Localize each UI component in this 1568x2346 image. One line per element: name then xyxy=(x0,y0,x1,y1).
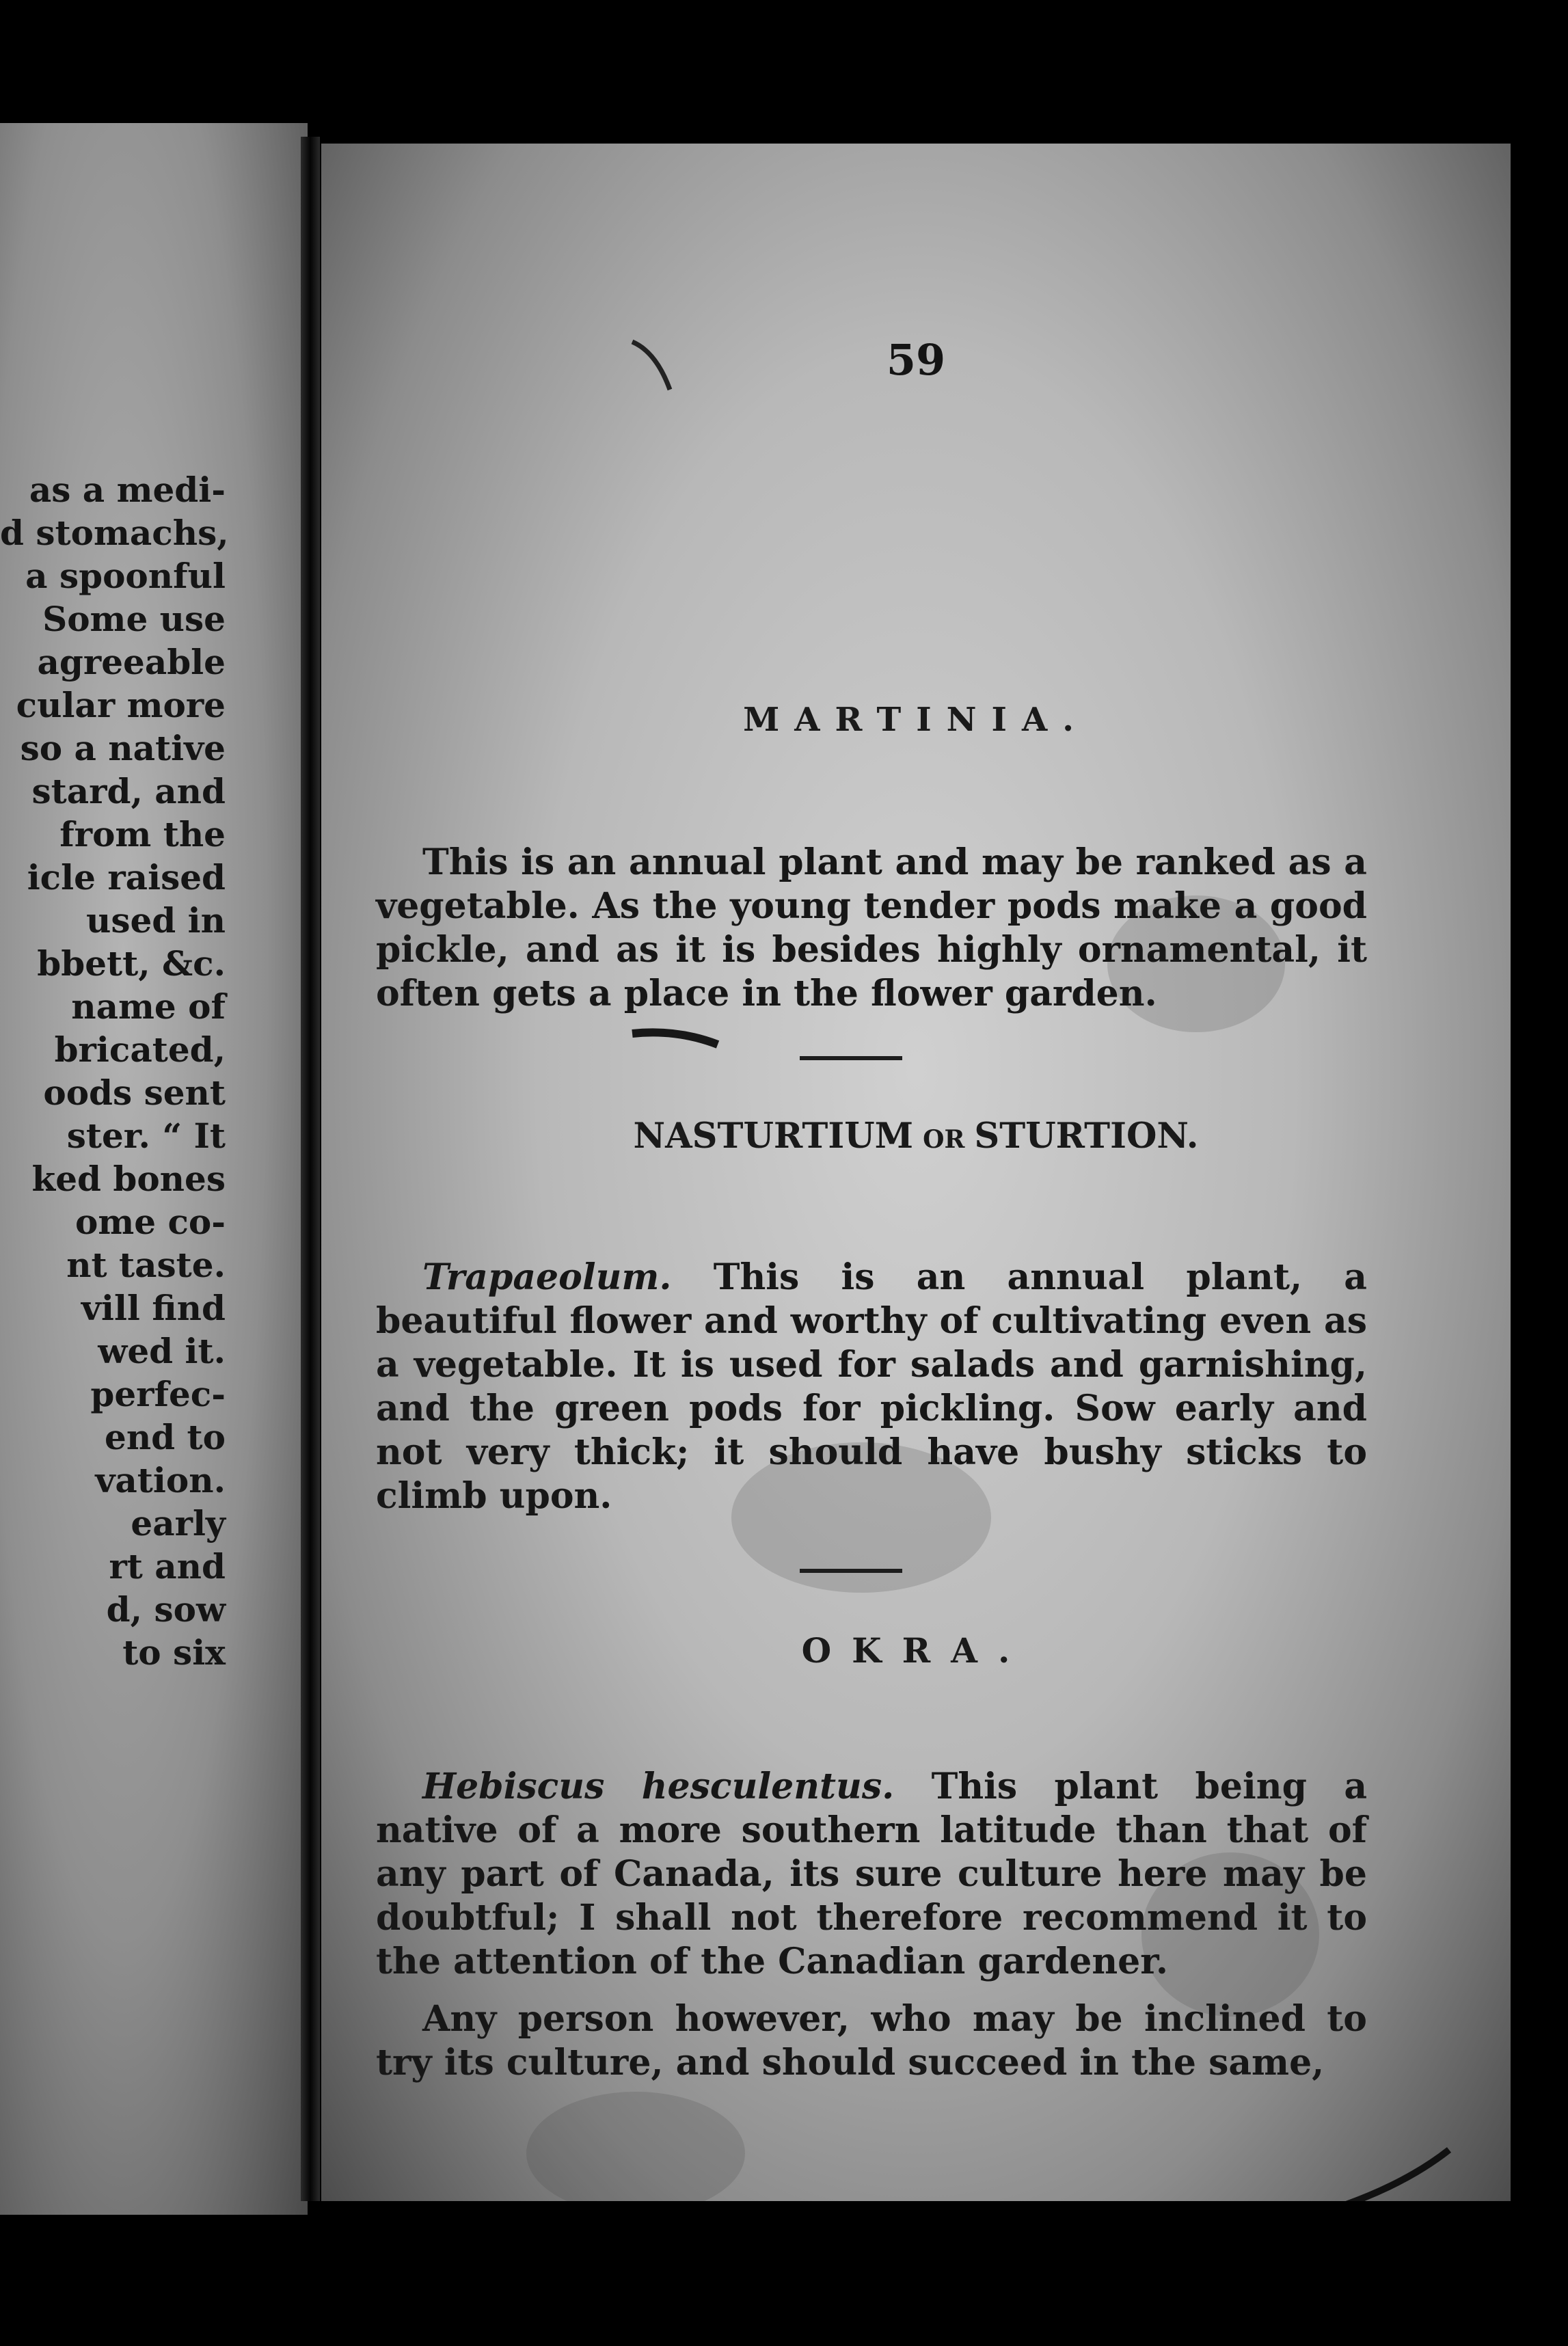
paragraph-okra-1 xyxy=(376,1765,1367,1984)
left-page-line: to six xyxy=(122,1632,226,1673)
left-page-line: stard, and xyxy=(31,771,226,811)
paragraph-nasturtium xyxy=(376,1256,1367,1518)
section-heading-martinia: MARTINIA. xyxy=(743,701,1089,739)
left-page-line: Some use xyxy=(42,599,226,639)
section-heading-nasturtium xyxy=(321,1116,1511,1157)
left-page-line: oods sent xyxy=(43,1073,226,1113)
left-page-line: rt and xyxy=(109,1546,226,1587)
paragraph-okra-2: Any person however, who may be inclined to try its culture, and should succeed in the same, xyxy=(376,1998,1367,2084)
section-divider-rule xyxy=(800,1056,902,1060)
left-page-line: from the xyxy=(59,814,226,854)
left-page-line: nt taste. xyxy=(66,1245,226,1285)
heading-nasturtium-or: OR xyxy=(923,1125,965,1154)
left-page-line: a spoonful xyxy=(25,556,226,596)
left-page xyxy=(0,123,308,2215)
left-page-line: ster. “ It xyxy=(66,1116,226,1156)
paragraph-martinia: This is an annual plant and may be ranked as a vegetable. As the young tender pods make a good pickle, and as it is besides highly ornamental, it often gets a place in the flower garden. xyxy=(376,841,1367,1014)
left-page-line: so a native xyxy=(20,728,226,768)
left-page-line: agreeable xyxy=(37,642,226,682)
left-page-line: d, sow xyxy=(106,1589,226,1630)
left-page-line: cular more xyxy=(16,685,226,725)
left-page-line: ome co- xyxy=(75,1202,226,1242)
section-divider-rule xyxy=(800,1569,902,1573)
paragraph-nasturtium-body: This is an annual plant, a beautiful flower and worthy of cultivating even as a vegetable. It is used for salads and garnishing, and the green pods for pickling. Sow early and not very thick; it should have bushy sticks to climb upon. xyxy=(376,1256,1367,1517)
ink-stroke-mark xyxy=(1319,2140,1456,2201)
left-page-line: bbett, &c. xyxy=(37,943,226,984)
left-page-line: wed it. xyxy=(98,1331,226,1371)
right-page xyxy=(321,144,1511,2201)
section-heading-okra: OKRA. xyxy=(801,1630,1031,1671)
latin-name-nasturtium: Trapaeolum. xyxy=(422,1256,672,1298)
ink-swash-mark xyxy=(629,1025,725,1053)
left-page-text-fragments xyxy=(0,468,229,1674)
left-page-line: end to xyxy=(105,1417,226,1457)
book-gutter xyxy=(301,137,320,2201)
heading-nasturtium-main: NASTURTIUM xyxy=(633,1116,914,1157)
left-page-line: d stomachs, xyxy=(0,513,229,553)
page-number: 59 xyxy=(886,335,946,385)
left-page-line: vill find xyxy=(81,1288,226,1328)
left-page-line: early xyxy=(131,1503,226,1543)
left-page-line: icle raised xyxy=(27,857,226,898)
left-page-line: as a medi- xyxy=(29,470,226,510)
heading-nasturtium-alt: STURTION. xyxy=(974,1116,1199,1157)
left-page-line: name of xyxy=(71,986,226,1027)
paragraph-okra-1-body: This plant being a native of a more southern latitude than that of any part of Canada, its sure culture here may be doubtful; I shall not therefore recommend it to the attention of the Canadian gardener. xyxy=(376,1766,1368,1982)
left-page-line: ked bones xyxy=(31,1159,226,1199)
left-page-line: bricated, xyxy=(54,1029,226,1070)
latin-name-okra: Hebiscus hesculentus. xyxy=(422,1766,895,1807)
left-page-line: perfec- xyxy=(90,1374,226,1414)
page-stain xyxy=(526,2092,745,2201)
left-page-line: used in xyxy=(85,900,226,941)
left-page-line: vation. xyxy=(95,1460,226,1500)
